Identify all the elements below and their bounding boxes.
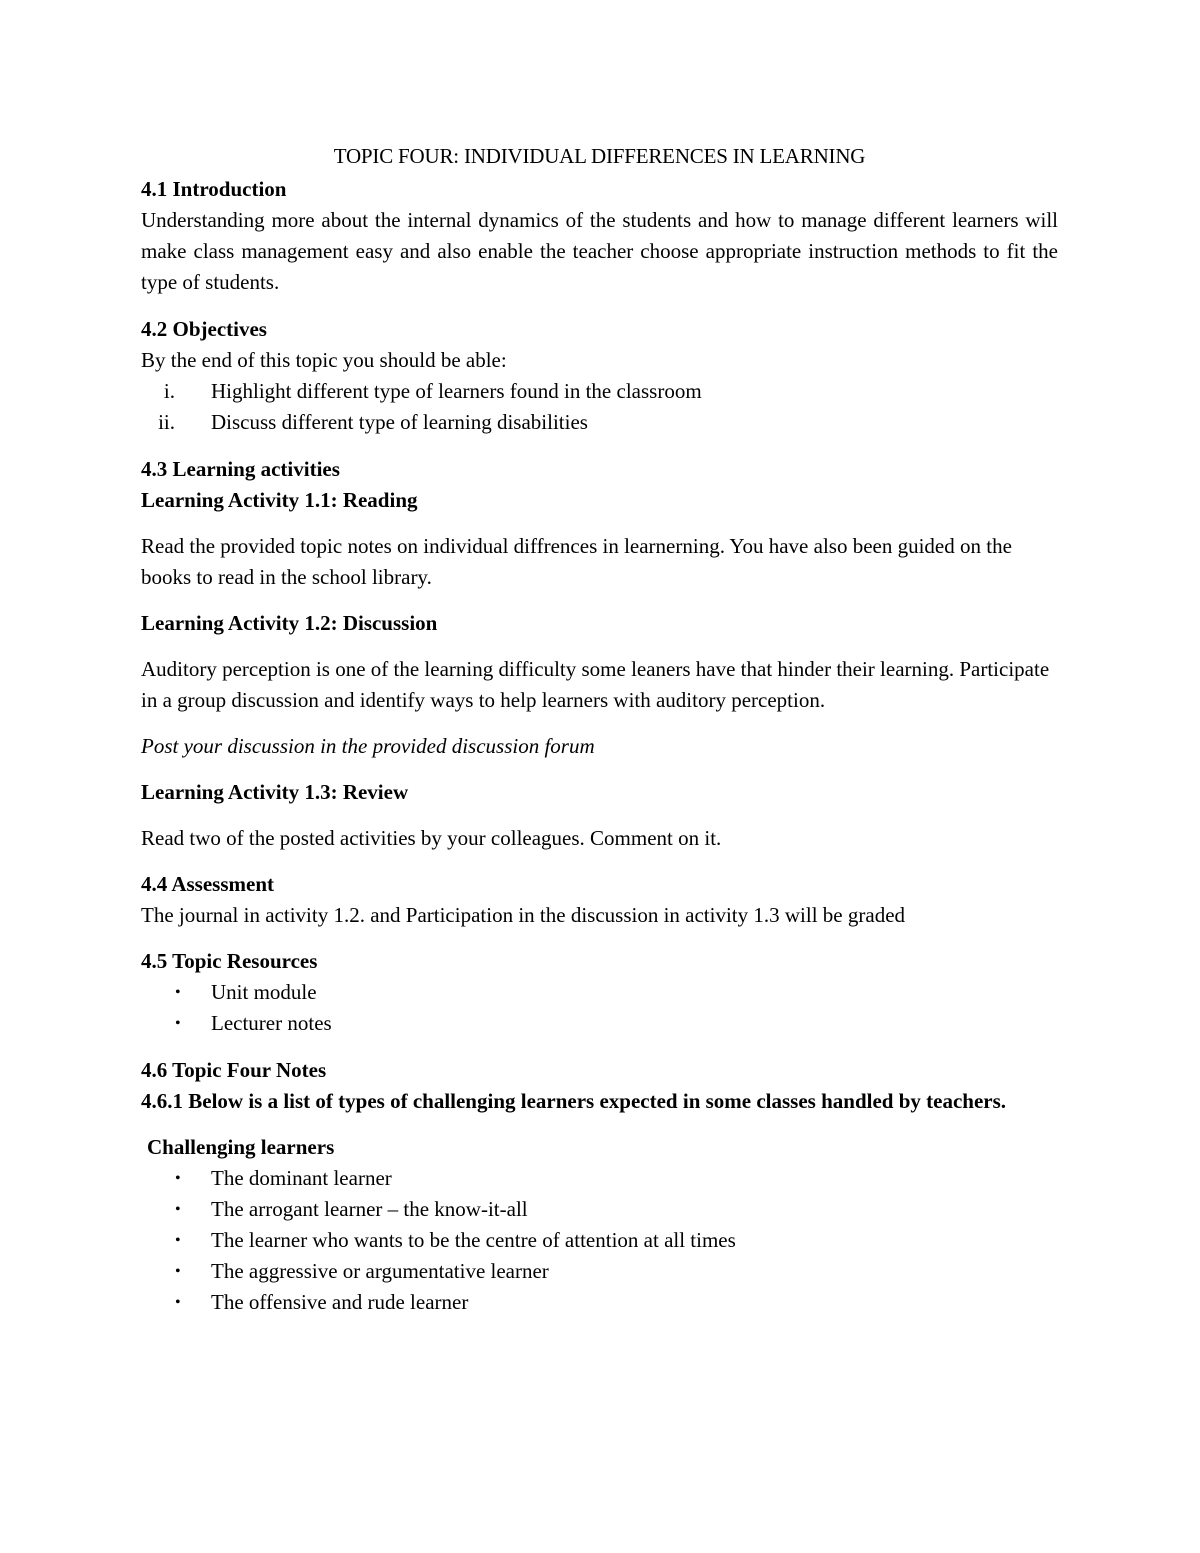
objectives-lead: By the end of this topic you should be able: — [141, 348, 507, 372]
resource-text: Lecturer notes — [211, 1011, 332, 1035]
bullet-icon: • — [175, 1015, 181, 1032]
activity-1-1-text: Read the provided topic notes on individual diffrences in learnerning. You have also been guided on the books to read in the school library. — [141, 534, 1012, 589]
notes-heading: 4.6 Topic Four Notes — [141, 1058, 327, 1082]
introduction-heading: 4.1 Introduction — [141, 177, 287, 201]
activity-1-2-heading: Learning Activity 1.2: Discussion — [141, 611, 438, 635]
list-item — [141, 1287, 1058, 1318]
objective-item — [141, 407, 1058, 438]
bullet-icon: • — [175, 1201, 181, 1218]
learner-type-text: The arrogant learner – the know-it-all — [211, 1197, 528, 1221]
objective-text: Highlight different type of learners found in the classroom — [211, 379, 702, 403]
challenging-learners-heading: Challenging learners — [147, 1135, 335, 1159]
objective-item — [141, 376, 1058, 407]
objectives-list — [141, 376, 1058, 438]
list-item — [141, 977, 1058, 1008]
learner-type-text: The learner who wants to be the centre of attention at all times — [211, 1228, 736, 1252]
list-marker: i. — [163, 379, 175, 403]
activity-1-2-note: Post your discussion in the provided discussion forum — [141, 734, 595, 758]
objectives-heading: 4.2 Objectives — [141, 317, 267, 341]
assessment-heading: 4.4 Assessment — [141, 872, 275, 896]
objective-text: Discuss different type of learning disabilities — [211, 410, 588, 434]
list-item — [141, 1225, 1058, 1256]
list-item — [141, 1163, 1058, 1194]
learning-activities-heading: 4.3 Learning activities — [141, 457, 340, 481]
activity-1-1-heading: Learning Activity 1.1: Reading — [141, 488, 418, 512]
activity-1-2-text: Auditory perception is one of the learning difficulty some leaners have that hinder their learning. Participate in a group discussion and identify ways to help learners with auditory perception. — [141, 657, 1050, 712]
learner-type-text: The offensive and rude learner — [211, 1290, 469, 1314]
activity-1-3-heading: Learning Activity 1.3: Review — [141, 780, 409, 804]
bullet-icon: • — [175, 1294, 181, 1311]
bullet-icon: • — [175, 1232, 181, 1249]
resource-text: Unit module — [211, 980, 317, 1004]
notes-subheading: 4.6.1 Below is a list of types of challenging learners expected in some classes handled by teachers. — [141, 1089, 1007, 1113]
resources-list — [141, 977, 1058, 1039]
challenging-learners-list — [141, 1163, 1058, 1318]
activity-1-3-text: Read two of the posted activities by your colleagues. Comment on it. — [141, 826, 722, 850]
introduction-text: Understanding more about the internal dynamics of the students and how to manage different learners will make class management easy and also enable the teacher choose appropriate instruction methods to fit the type of students. — [141, 208, 1058, 294]
bullet-icon: • — [175, 1170, 181, 1187]
learner-type-text: The aggressive or argumentative learner — [211, 1259, 549, 1283]
list-item — [141, 1256, 1058, 1287]
list-marker: ii. — [158, 410, 175, 434]
assessment-text: The journal in activity 1.2. and Participation in the discussion in activity 1.3 will be graded — [141, 903, 906, 927]
document-page — [141, 141, 1058, 1318]
page-title: TOPIC FOUR: INDIVIDUAL DIFFERENCES IN LEARNING — [333, 144, 866, 168]
learner-type-text: The dominant learner — [211, 1166, 392, 1190]
list-item — [141, 1008, 1058, 1039]
bullet-icon: • — [175, 984, 181, 1001]
bullet-icon: • — [175, 1263, 181, 1280]
resources-heading: 4.5 Topic Resources — [141, 949, 318, 973]
list-item — [141, 1194, 1058, 1225]
